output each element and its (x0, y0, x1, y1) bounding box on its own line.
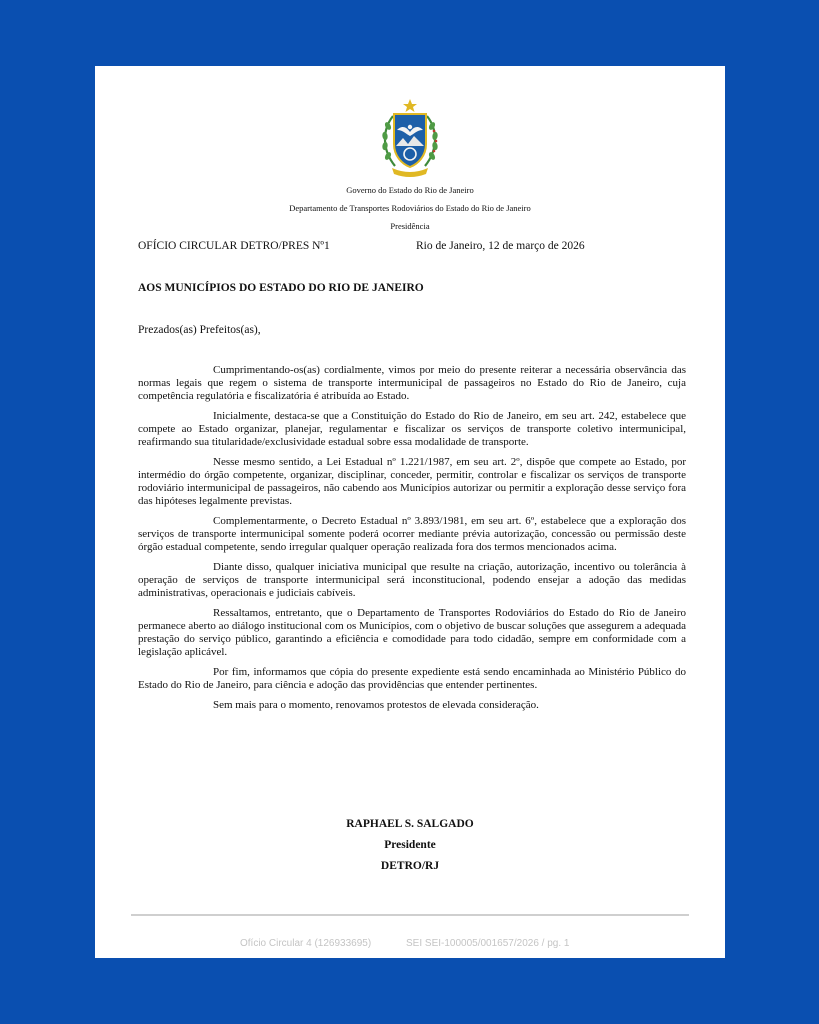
paragraph: Por fim, informamos que cópia do presente expediente está sendo encaminhada ao Ministério Público do Estado do Rio de Janeiro, para ciência e adoção das providências que entender pertinentes. (138, 666, 686, 691)
state-coat-of-arms-icon (379, 98, 441, 180)
signer-name: RAPHAEL S. SALGADO (346, 818, 474, 830)
header-government: Governo do Estado do Rio de Janeiro (346, 185, 474, 195)
signer-role: Presidente (384, 839, 436, 851)
document-page (95, 66, 725, 958)
paragraph: Complementarmente, o Decreto Estadual nº 3.893/1981, em seu art. 6º, estabelece que a exploração dos serviços de transporte intermunicipal somente poderá ocorrer mediante prévia autorização, concessão ou permissão deste órgão estadual competente, sendo irregular qualquer operação realizada fora dos termos mencionados acima. (138, 515, 686, 553)
paragraph: Ressaltamos, entretanto, que o Departamento de Transportes Rodoviários do Estado do Rio de Janeiro permanece aberto ao diálogo institucional com os Municípios, com o objetivo de buscar soluções que assegurem a adequada prestação do serviço público, garantindo a eficiência e comodidade para todo cidadão, sempre em conformidade com a legislação aplicável. (138, 607, 686, 658)
footer-sei-ref: SEI SEI-100005/001657/2026 / pg. 1 (406, 938, 570, 949)
footer-divider (131, 914, 689, 916)
signer-organization: DETRO/RJ (380, 860, 440, 872)
greeting: Prezados(as) Prefeitos(as), (138, 324, 261, 336)
paragraph: Cumprimentando-os(as) cordialmente, vimos por meio do presente reiterar a necessária observância das normas legais que regem o sistema de transporte intermunicipal de passageiros no Estado do Rio de Janeiro, cuja competência regulatória e fiscalizatória é atribuída ao Estado. (138, 364, 686, 402)
document-reference: OFÍCIO CIRCULAR DETRO/PRES Nº1 (138, 240, 330, 252)
paragraph: Diante disso, qualquer iniciativa municipal que resulte na criação, autorização, incentivo ou tolerância à operação de serviços de transporte intermunicipal será inconstitucional, podendo ensejar a adoção das medidas administrativas, operacionais e judiciais cabíveis. (138, 561, 686, 599)
paragraph: Inicialmente, destaca-se que a Constituição do Estado do Rio de Janeiro, em seu art. 242, estabelece que compete ao Estado organizar, planejar, regulamentar e fiscalizar os serviços de transporte coletivo intermunicipal, reafirmando sua titularidade/exclusividade estadual sobre essa modalidade de transporte. (138, 410, 686, 448)
header-department: Departamento de Transportes Rodoviários do Estado do Rio de Janeiro (289, 203, 531, 213)
document-body (138, 364, 686, 719)
place-date: Rio de Janeiro, 12 de março de 2026 (416, 240, 585, 252)
paragraph: Nesse mesmo sentido, a Lei Estadual nº 1.221/1987, em seu art. 2º, dispõe que compete ao Estado, por intermédio do órgão competente, organizar, disciplinar, conceder, permitir, controlar e fiscalizar os serviços de transporte rodoviário intermunicipal de passageiros, não cabendo aos Municípios autorizar ou permitir a exploração desse serviço fora das hipóteses legalmente previstas. (138, 456, 686, 507)
header-presidency: Presidência (390, 221, 430, 231)
footer-document-ref: Ofício Circular 4 (126933695) (240, 938, 372, 949)
paragraph: Sem mais para o momento, renovamos protestos de elevada consideração. (213, 699, 539, 711)
addressee: AOS MUNICÍPIOS DO ESTADO DO RIO DE JANEIRO (138, 282, 424, 294)
